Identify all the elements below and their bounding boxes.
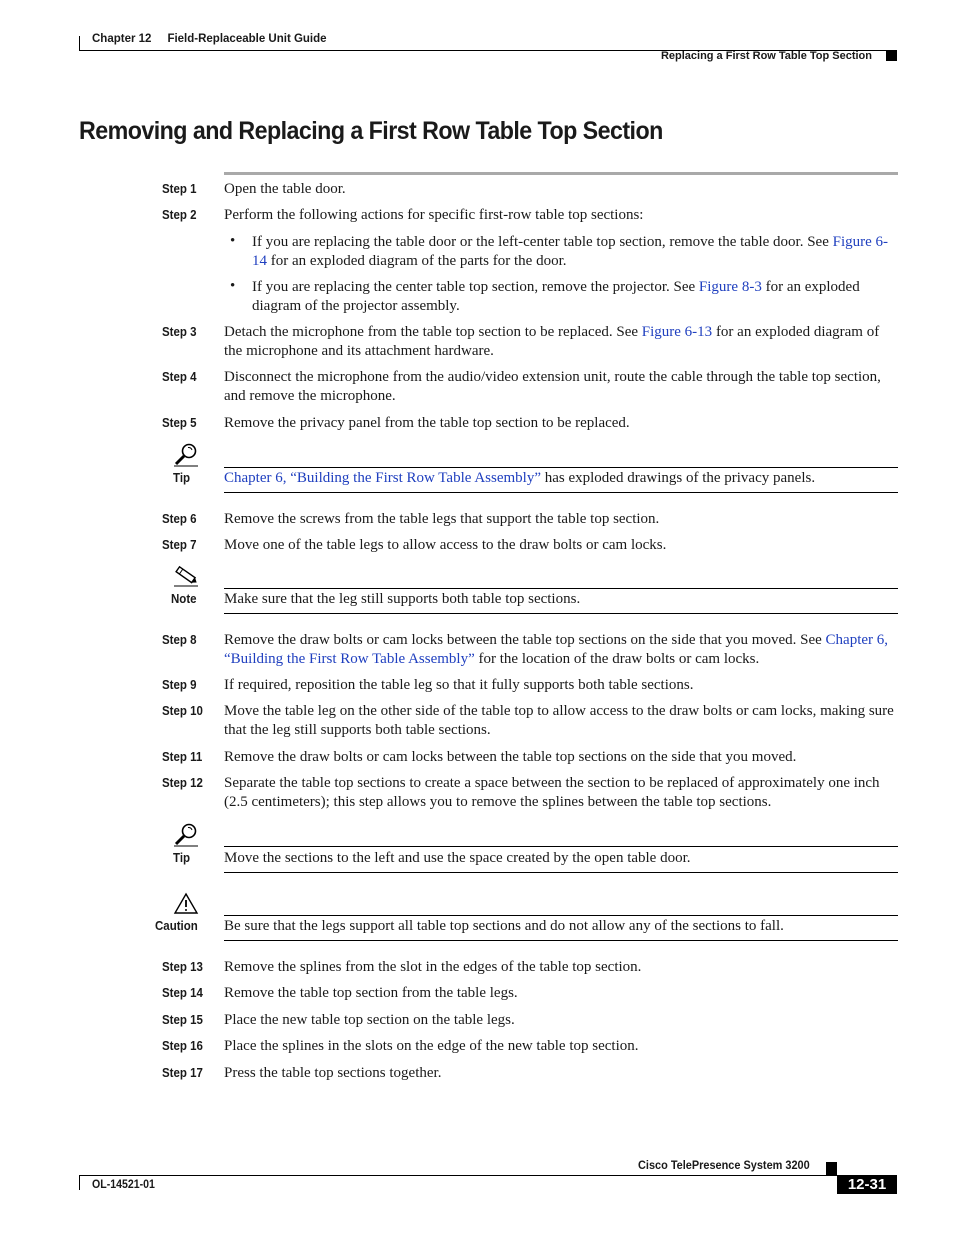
chapter-title: Field-Replaceable Unit Guide	[167, 33, 327, 45]
page-title: Removing and Replacing a First Row Table Top Section	[79, 117, 663, 145]
bullet-item: If you are replacing the table door or the left-center table top section, remove the table door. See Figure 6-14 for an exploded diagram of the parts for the door.	[252, 234, 889, 269]
step-label: Step 6	[162, 512, 197, 526]
footer-rule	[79, 1175, 897, 1176]
chapter-link[interactable]: Chapter 6, “Building the First Row Table Assembly”	[224, 632, 889, 667]
tip-text: Chapter 6, “Building the First Row Table Assembly” has exploded drawings of the privacy panels.	[224, 470, 816, 486]
notice-rule-top	[224, 846, 898, 847]
figure-link[interactable]: Figure 6-14	[252, 234, 889, 269]
page-number: 12-31	[837, 1175, 897, 1194]
figure-link[interactable]: Figure 6-13	[641, 324, 713, 340]
running-header-section: Replacing a First Row Table Top Section	[660, 50, 872, 62]
footer-product: Cisco TelePresence System 3200	[638, 1160, 810, 1172]
header-marker	[886, 50, 897, 61]
footer-bar	[79, 1175, 80, 1190]
step-label: Step 17	[162, 1066, 203, 1080]
step-label: Step 12	[162, 776, 203, 790]
chapter-number: Chapter 12	[92, 33, 152, 45]
step-text: Press the table top sections together.	[224, 1065, 442, 1081]
step-text: Open the table door.	[224, 181, 346, 197]
step-text: Place the splines in the slots on the edge of the new table top section.	[224, 1038, 639, 1054]
step-text: Disconnect the microphone from the audio/video extension unit, route the cable through the table top section, and remove the microphone.	[224, 369, 881, 404]
notice-rule-top	[224, 915, 898, 916]
step-label: Step 15	[162, 1013, 203, 1027]
step-label: Step 13	[162, 960, 203, 974]
step-label: Step 2	[162, 208, 197, 222]
bullet-mark: •	[230, 233, 236, 249]
caution-text: Be sure that the legs support all table top sections and do not allow any of the sections to fall.	[224, 918, 784, 934]
tip-label: Tip	[173, 851, 191, 865]
step-label: Step 10	[162, 704, 203, 718]
step-text: Perform the following actions for specific first-row table top sections:	[224, 207, 644, 223]
step-label: Step 11	[162, 750, 203, 764]
step-label: Step 9	[162, 678, 197, 692]
step-text: Remove the screws from the table legs that support the table top section.	[224, 511, 660, 527]
step-label: Step 16	[162, 1039, 203, 1053]
step-text: Place the new table top section on the table legs.	[224, 1012, 515, 1028]
step-text: Detach the microphone from the table top section to be replaced. See Figure 6-13 for an exploded diagram of the microphone and its attachment hardware.	[224, 324, 880, 359]
step-label: Step 3	[162, 325, 197, 339]
notice-rule-top	[224, 467, 898, 468]
step-label: Step 8	[162, 633, 197, 647]
step-text: Remove the table top section from the table legs.	[224, 985, 518, 1001]
notice-rule-top	[224, 588, 898, 589]
pencil-note-icon	[172, 564, 200, 588]
magnifier-tip-icon	[172, 442, 200, 468]
notice-rule-bottom	[224, 613, 898, 614]
note-text: Make sure that the leg still supports both table top sections.	[224, 591, 581, 607]
step-text: If required, reposition the table leg so that it fully supports both table sections.	[224, 677, 694, 693]
step-label: Step 5	[162, 416, 197, 430]
step-text: Move the table leg on the other side of the table top to allow access to the draw bolts or cam locks, making sure that the leg still supports both table sections.	[224, 703, 894, 738]
caution-label: Caution	[155, 919, 198, 933]
bullet-mark: •	[230, 278, 236, 294]
note-label: Note	[171, 592, 197, 606]
notice-rule-bottom	[224, 872, 898, 873]
notice-rule-bottom	[224, 492, 898, 493]
chapter-link[interactable]: Chapter 6, “Building the First Row Table Assembly”	[224, 470, 541, 486]
magnifier-tip-icon	[172, 822, 200, 848]
warning-triangle-icon	[172, 892, 200, 916]
footer-doc-number: OL-14521-01	[92, 1179, 155, 1191]
step-label: Step 4	[162, 370, 197, 384]
footer-marker	[826, 1162, 837, 1175]
tip-label: Tip	[173, 471, 191, 485]
step-label: Step 1	[162, 182, 197, 196]
bullet-item: If you are replacing the center table top section, remove the projector. See Figure 8-3 for an exploded diagram of the projector assembly.	[252, 279, 860, 314]
step-text: Remove the draw bolts or cam locks between the table top sections on the side that you moved. See Chapter 6, “Building the First Row Table Assembly” for the location of the draw bolts or cam locks.	[224, 632, 889, 667]
header-bar	[79, 36, 80, 51]
step-text: Separate the table top sections to create a space between the section to be replaced of approximately one inch (2.5 centimeters); this step allows you to remove the splines between the table top sections.	[224, 775, 880, 810]
step-text: Remove the splines from the slot in the edges of the table top section.	[224, 959, 642, 975]
figure-link[interactable]: Figure 8-3	[698, 279, 762, 295]
step-text: Remove the draw bolts or cam locks between the table top sections on the side that you moved.	[224, 749, 797, 765]
notice-rule-bottom	[224, 940, 898, 941]
title-rule	[224, 172, 898, 175]
step-label: Step 7	[162, 538, 197, 552]
tip-text: Move the sections to the left and use the space created by the open table door.	[224, 850, 691, 866]
step-label: Step 14	[162, 986, 203, 1000]
step-text: Remove the privacy panel from the table top section to be replaced.	[224, 415, 630, 431]
step-text: Move one of the table legs to allow access to the draw bolts or cam locks.	[224, 537, 667, 553]
running-header-chapter	[92, 33, 343, 45]
